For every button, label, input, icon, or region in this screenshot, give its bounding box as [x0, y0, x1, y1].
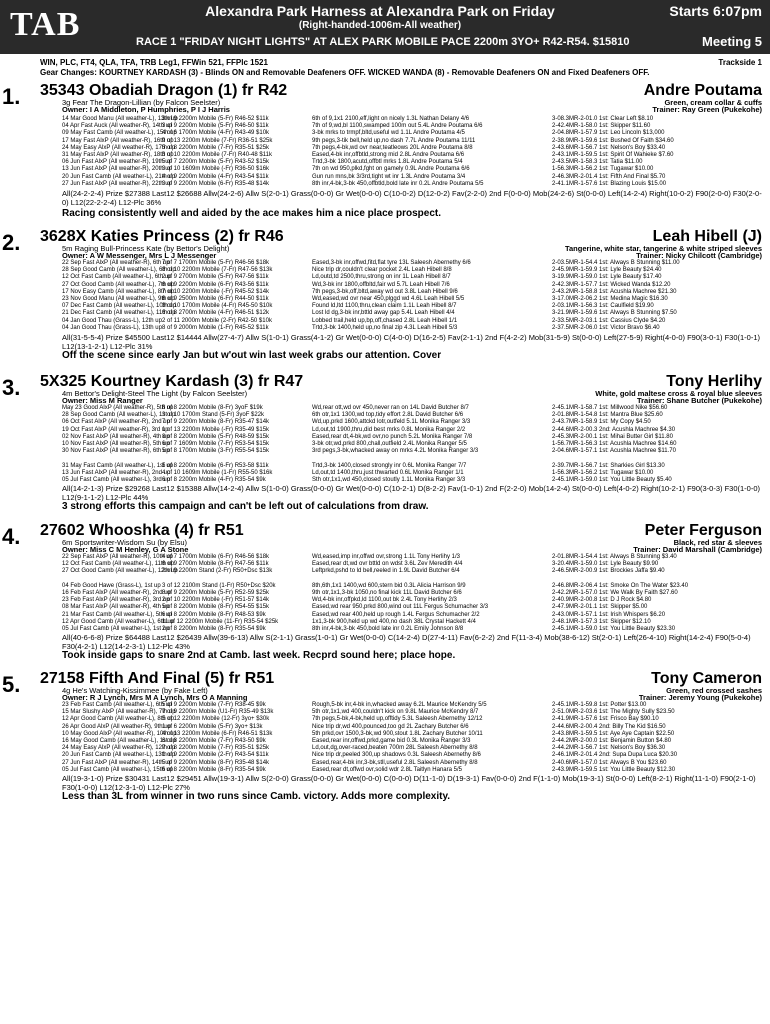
form-placing-race: 5 of 8 2200m Mobile (6-Fr) R53-58 $11k	[162, 462, 269, 469]
form-time-winner: 2-43.0MR-1-57.1 1st: Irish Whispers $6.20	[552, 611, 666, 618]
form-time-winner: 2-45.3MR-2-00.1 1st: Mihai Butter Girl $11.80	[552, 433, 673, 440]
form-date-track: 06 Jun Fast AlxP (All weather-R), 19th up	[62, 159, 172, 166]
form-run-comment: Wd,up,prkd 1600,attckd lotr,outfeld 5.1L Monika Ranger 3/3	[312, 419, 471, 426]
form-date-track: 10 Nov Fast AlxP (All weather-R), 5th up	[62, 440, 170, 447]
form-placing-race: 4 of 9 2200m Mobile (4-Fr) R43-54 $11k	[162, 173, 269, 180]
form-placing-race: 8 of 10 2200m Mobile (7-Fr) R47-56 $13k	[162, 267, 273, 274]
form-time-winner: 3-08.3MR-2-01.0 1st: Clear Left $8.10	[552, 116, 654, 122]
form-time-winner: 2-43.6MR-1-56.7 1st: Nelson's Boy $33.40	[552, 144, 666, 151]
horse-pedigree: 4m Bettor's Delight-Steel The Light (by Falcon Seelster)	[62, 389, 248, 398]
form-time-winner: 2-42.4MR-1-58.0 1st: Skipper $11.60	[552, 123, 651, 130]
form-date-track: 05 Jul Fast Camb (All weather-L), 15th up	[62, 766, 174, 773]
form-date-track: 13 Jun Fast AlxP (All weather-R), 2nd up	[62, 469, 171, 476]
form-date-track: 28 Sep Good Camb (All weather-L), 6th up	[62, 267, 176, 274]
form-date-track: 07 Dec Fast Camb (All weather-L), 10th up	[62, 303, 177, 310]
form-date-track: 27 Oct Good Camb (All weather-L), 7th up	[62, 281, 175, 288]
form-placing-race: 6 of 9 2500m Mobile (6-Fr) R44-50 $11k	[162, 295, 269, 302]
form-time-winner: 2-45.1MR-1-59.0 1st: You Little Beauty $5.40	[552, 476, 672, 483]
form-placing-race: 2 of 11 2000m Mobile (2-Fr) R42-50 $10k	[162, 317, 272, 324]
career-statistics: All(31-5-5-4) Prize $45500 Last12 $14444 Allw(27-4-7) Allw S(1-0-1) Grass(4-1-2) Gr Wet(0-0-0) C(4-0-0) D(16-2-5) Fav(2-1-1) 2nd F(4-2-2) Mob(31-5-9) St(0-0-0) Left(27-5-9) Right(4-0-0) F90(3-0-1) F30(1-0-1) L12(13-1-2-1) L12-Plc 31%	[62, 333, 761, 351]
form-placing-race: 8 of 9 2200m Mobile (5-Fr) R52-59 $25k	[162, 589, 270, 596]
form-placing-race: 1 of 13 2200m Mobile (-Fr) R35-49 $15k	[162, 426, 270, 433]
form-run-comment: Trtd,3-bk 1400,held up,no final zip 4.3L Leah Hibell 5/3	[312, 324, 458, 331]
form-run-comment: Eased,rear,4-bk inr,3-bk,stll,useful 2.8L Saleesh Abernethy 8/8	[312, 759, 478, 766]
driver-name: Tony Herlihy	[666, 373, 762, 390]
form-date-track: 27 Oct Good Camb (All weather-L), 12th up	[62, 568, 178, 575]
form-run-comment: Eased,rear dt,wd ovr bttld on wdst 3.6L Zev Meredith 4/4	[312, 561, 463, 568]
tipster-comment: Less than 3L from winner in two runs since Camb. victory. Adds more complexity.	[62, 791, 451, 802]
form-run-comment: Ld,out,td 1400,thru,just thwarted 0.6L Monika Ranger 1/1	[312, 469, 464, 476]
form-time-winner: 2-44.6MR-2-00.3 2nd: Acushla Machree $4.30	[552, 426, 676, 433]
form-date-track: 12 Oct Fast Camb (All weather-L), 11th up	[62, 561, 175, 568]
driver-name: Andre Poutama	[643, 82, 762, 99]
form-time-winner: 2-04.6MR-1-57.1 1st: Acushla Machree $11.70	[552, 448, 676, 455]
form-date-track: 23 Nov Good Manu (All weather-L), 9th up	[62, 295, 175, 302]
racing-colours: Black, red star & sleeves	[673, 538, 762, 547]
form-placing-race: 1 of 9 2200m Mobile (2-Fr) R43-54 $11k	[162, 752, 269, 759]
form-placing-race: 5 of 9 2200m Mobile (7-Fr) R38-45 $9k	[162, 702, 266, 708]
form-time-winner: 2-41.9MR-1-57.6 1st: Frisco Bay $90.10	[552, 716, 659, 723]
form-time-winner: 3-20.4MR-1-59.0 1st: Lyle Beauty $9.90	[552, 561, 659, 568]
form-run-comment: 9th pegs,3-tik bell,held up,no dash 7.7L Andre Poutama 11/11	[312, 137, 476, 144]
form-run-comment: Ld,out,td 1900,thru,did best mrks 0.8L Monika Ranger 2/2	[312, 426, 466, 433]
form-date-track: 16 May Good Camb (All weather-L), 1st up	[62, 737, 177, 744]
form-time-winner: 2-45.9MR-1-59.9 1st: Lyle Beauty $24.40	[552, 267, 662, 274]
form-placing-race: 6 of 8 2700m Mobile (4-Fr) R46-51 $12k	[162, 310, 270, 317]
form-date-track: 17 May Fast AlxP (All weather-R), 16th up	[62, 137, 174, 144]
saddlecloth-number: 1.	[2, 84, 21, 109]
form-date-track: 19 Oct Fast AlxP (All weather-R), 3rd up	[62, 426, 169, 433]
form-placing-race: 5 of 12 2200m Mobile (12-Fr) 3yo+ $30k	[162, 716, 270, 723]
saddlecloth-number: 2.	[2, 230, 21, 255]
form-run-comment: Eased,4-bk inr,offbtld,strong mid 2.8L Andre Poutama 6/6	[312, 151, 465, 158]
form-run-comment: 9th otr,1x1,3-bk 1050,no final kick 11L David Butcher 6/6	[312, 589, 462, 596]
form-run-comment: Trtd,3-bk 1400,closed strongly inr 0.6L Monika Ranger 7/7	[312, 462, 467, 469]
form-time-winner: 2-43.8MR-1-59.5 1st: Aye Aye Captain $22.50	[552, 730, 675, 737]
form-placing-race: 2 of 9 2200m Stand (2-Fr) R50+Dsc $13k	[162, 568, 273, 575]
form-run-comment: Trtd,3-bk 1800,acutd,offbtl mrks 1.8L Andre Poutama 5/4	[312, 159, 463, 166]
form-date-track: 20 Jun Fast Camb (All weather-L), 13th up	[62, 752, 176, 759]
form-run-comment: 1x1,3-bk 900,held up wd 400,no dash 38L Crystal Hackett 4/4	[312, 618, 476, 625]
saddlecloth-number: 4.	[2, 524, 21, 549]
form-run-comment: 6th otr,1x1 1300,wd top,tidy effort 2.8L David Butcher 6/6	[312, 412, 464, 419]
form-date-track: 16 Feb Fast AlxP (All weather-R), 2nd up	[62, 589, 171, 596]
form-placing-race: 3 of 9 2200m Mobile (5-Fr) R46-52 $11k	[162, 116, 269, 122]
form-run-comment: 7th pegs,3-bk,off,bltd,away wd out 3.8L Leah Hibell 9/6	[312, 288, 458, 295]
meeting-number: Meeting 5	[702, 34, 762, 49]
career-statistics: All(40-6-6-8) Prize $64488 Last12 $26439 Allw(39-6-13) Allw S(2-1-1) Grass(1-0-1) Gr Wet(0-0-0) C(14-2-4) D(27-4-11) Fav(6-2-2) 2nd F(11-3-4) Mob(38-6-12) St(2-0-1) Left(26-4-10) Right(14-2-4) F90(5-0-4) F30(4-2-1) L12(14-2-3-1) L12-Plc 43%	[62, 633, 751, 651]
form-time-winner: 2-44.6MR-2-00.4 2nd: Billy The Kid $16.50	[552, 723, 666, 730]
form-date-track: 02 Nov Fast AlxP (All weather-R), 4th up	[62, 433, 170, 440]
form-placing-race: 5 of 8 2200m Mobile (8-Fr) R54-55 $15k	[162, 604, 270, 611]
form-run-comment: Eased,rear dt,4-bk,wd ovr,no punch 5.2L Monika Ranger 7/8	[312, 433, 473, 440]
driver-name: Leah Hibell (J)	[652, 228, 762, 245]
horse-name: 5X325 Kourtney Kardash (3) fr R47	[40, 373, 304, 390]
form-placing-race: 8 of 8 2200m Mobile (5-Fr) R48-59 $15k	[162, 433, 270, 440]
form-time-winner: 2-45.1MR-1-58.7 1st: Millwood Nike $56.60	[552, 405, 668, 411]
form-date-track: 22 Sep Fast AlxP (All weather-R), 6th up	[62, 260, 170, 266]
form-date-track: 05 Jul Fast Camb (All weather-L), 3rd up	[62, 476, 171, 483]
horse-pedigree: 3g Fear The Dragon-Lillian (by Falcon Seelster)	[62, 98, 221, 107]
form-placing-race: 5 of 7 2200m Mobile (5-Fr) R43-52 $15k	[162, 159, 270, 166]
track-info: (Right-handed-1006m-All weather)	[298, 20, 462, 31]
horse-owner: Owner: I A Middleton, P Humphries, P I J Harris	[62, 105, 230, 114]
form-time-winner: 2-51.0MR-2-03.6 1st: The Mighty Sully $23.50	[552, 709, 675, 716]
form-placing-race: 3 of 9 2200m Mobile (6-Fr) R35-48 $14k	[162, 180, 270, 187]
form-date-track: 24 May Easy AlxP (All weather-R), 12th up	[62, 745, 176, 752]
horse-owner: Owner: R J Lynch, Mrs M A Lynch, Mrs O A Manning	[62, 693, 248, 702]
form-date-track: 09 May Fast Camb (All weather-L), 15th up	[62, 130, 177, 137]
form-run-comment: 8th inr,4-bk,3-bk 450,offbtld,bold late inr 0.2L Andre Poutama 5/5	[312, 180, 484, 187]
form-date-track: 12 Apr Good Camb (All weather-L), 8th up	[62, 716, 175, 723]
form-date-track: 17 Nov Easy Camb (All weather-L), 8th up	[62, 288, 175, 295]
form-placing-race: 8 of 9 2000m Mobile (1-Fr) R45-52 $11k	[162, 324, 269, 331]
form-time-winner: 2-01.8MR-1-54.4 1st: Always B Stunning $3.40	[552, 554, 677, 560]
horse-pedigree: 4g He's Watching-Kissimmee (by Fake Left)	[62, 686, 208, 695]
form-time-winner: 2-45.1MR-1-59.8 1st: Potter $13.00	[552, 702, 647, 708]
form-time-winner: 1-56.3MR-1-56.2 1st: Tugawar $10.00	[552, 469, 654, 476]
form-time-winner: 2-39.7MR-1-56.7 1st: Sharkies Girl $13.30	[552, 462, 665, 469]
form-run-comment: Eased,3-bk inr,offwd,fitd,flat tyre 13L Saleesh Abernethy 6/6	[312, 260, 471, 266]
tipster-comment: 3 strong efforts this campaign and can't be left out of calculations from draw.	[62, 501, 429, 512]
form-date-track: 27 Jun Fast AlxP (All weather-R), 22th up	[62, 180, 172, 187]
form-run-comment: Sth otr,1x1,wd 450,closed stoutly 1.1L Monika Ranger 3/3	[312, 476, 466, 483]
form-time-winner: 2-43.2MR-1-58.8 1st: Acushla Machree $21.30	[552, 288, 677, 295]
career-statistics: All(14-2-1-3) Prize $29268 Last12 $15388 Allw(14-2-4) Allw S(1-0-0) Grass(0-0-0) Gr Wet(0-0-0) C(10-2-1) D(8-2-2) Fav(1-0-1) 2nd F(2-2-0) Mob(14-2-4) St(0-0-0) Left(4-0-2) Right(10-2-1) F90(3-0-3) F30(1-0-0) L12(9-1-1-2) L12-Plc 44%	[62, 484, 761, 502]
form-run-comment: Found ld,ltd 1100,thru,clean claim 1.1L Leah Hibell 8/7	[312, 303, 457, 310]
form-time-winner: 2-46.5MR-2-00.9 1st: Brockies Jaffa $9.40	[552, 568, 665, 575]
form-placing-race: 7 of 9 2200m Mobile (U1-Fr) R35-49 $13k	[162, 709, 274, 716]
form-run-comment: Ld,outd,td 2500,thru,strong on inr 1L Leah Hibell 8/7	[312, 274, 451, 281]
trainer-name: Trainer: Shane Butcher (Pukekohe)	[636, 396, 762, 405]
form-run-comment: Nice trip dr,couldn't clear pocket 2.4L Leah Hibell 8/8	[312, 267, 452, 274]
form-time-winner: 2-42.3MR-1-57.7 1st: Wicked Wanda $12.20	[552, 281, 671, 288]
form-run-comment: Gun run mns,bk 3/3rd,tight wt inr 1.3L Andre Poutama 3/4	[312, 173, 466, 180]
form-placing-race: 5 of 9 2200m Mobile (8-Fr) R35-48 $14k	[162, 759, 270, 766]
driver-name: Peter Ferguson	[644, 522, 762, 539]
form-run-comment: Eased,rear inr,offwd,prkd,game bid 0.3L Monika Ranger 3/3	[312, 737, 471, 744]
form-run-comment: Ld,out,dg,over-raced,beaten 700m 28L Saleesh Abernethy 8/8	[312, 745, 478, 752]
horse-pedigree: 5m Raging Bull-Princess Kate (by Bettor's Delight)	[62, 244, 230, 253]
form-placing-race: 6 of 9 2700m Mobile (8-Fr) R47-56 $11k	[162, 561, 269, 568]
form-placing-race: 6 of 8 2200m Mobile (4-Fr) R35-54 $9k	[162, 476, 266, 483]
form-run-comment: Lobbed trail,held up,bp,off,chased 2.8L Leah Hibell 1/1	[312, 317, 458, 324]
form-placing-race: 1 of 6 2200m Mobile (5-Fr) 3yo+ $13k	[162, 723, 263, 730]
form-run-comment: Leftprkd,pshd to ld bell,reeled in 1.9L David Butcher 6/4	[312, 568, 460, 575]
form-run-comment: 5th otr,1x1,wd 400,couldn't kick on 9.8L Maurice McKendry 8/7	[312, 709, 479, 716]
form-date-track: 12 Apr Good Camb (All weather-L), 6th up	[62, 618, 175, 625]
form-time-winner: 2-40.9MR-2-00.8 1st: D J Rock $4.80	[552, 597, 652, 604]
tipster-comment: Took inside gaps to snare 2nd at Camb. last week. Recprd sound here; place hope.	[62, 650, 456, 661]
form-placing-race: 7 of 9 2200m Mobile (8-Fr) R35-47 $14k	[162, 419, 270, 426]
trainer-name: Trainer: Ray Green (Pukekohe)	[652, 105, 762, 114]
form-placing-race: 5 of 8 1700m Mobile (3-Fr) R55-54 $15k	[162, 448, 270, 455]
form-date-track: 04 Apr Fast Auck (All weather-R), 14th up	[62, 123, 173, 130]
form-date-track: 05 Jul Fast Camb (All weather-L), 1st up	[62, 625, 170, 632]
saddlecloth-number: 3.	[2, 375, 21, 400]
form-date-track: 22 Sep Fast AlxP (All weather-R), 10th up	[62, 554, 173, 560]
form-time-winner: 2-46.3MR-2-01.4 1st: Fifth And Final $5.70	[552, 173, 666, 180]
tab-logo: TAB	[10, 6, 81, 43]
form-run-comment: 3rd pegs,3-bk,whacked away on mrks 4.2L Monika Ranger 3/3	[312, 448, 479, 455]
form-date-track: 14 Mar Good Manu (All weather-L), 13th up	[62, 116, 178, 122]
racing-colours: Tangerine, white star, tangerine & white striped sleeves	[564, 244, 762, 253]
form-run-comment: Wd,rear ott,wd ovr 450,never ran on 14L David Butcher 8/7	[312, 405, 469, 411]
form-placing-race: 8 of 8 2200m Mobile (8-Fr) 3yoF $19k	[162, 405, 263, 411]
trainer-name: Trainer: Jeremy Young (Pukekohe)	[638, 693, 762, 702]
horse-name: 3628X Katies Princess (2) fr R46	[40, 228, 284, 245]
form-placing-race: 6 of 8 2200m Mobile (8-Fr) R48-53 $9k	[162, 611, 266, 618]
horse-owner: Owner: Miss C M Henley, G A Stone	[62, 545, 189, 554]
form-date-track: 24 May Easy AlxP (All weather-R), 17th up	[62, 144, 176, 151]
form-placing-race: 3 of 10 1609m Mobile (-Fr) R36-50 $16k	[162, 166, 270, 173]
form-time-winner: 2-46.1MR-2-01.4 2nd: Supa Dupa Luca $20.30	[552, 752, 678, 759]
form-placing-race: 4 of 10 1609m Mobile (1-Fr) R55-50 $16k	[162, 469, 273, 476]
form-date-track: 21 Dec Fast Camb (All weather-L), 11th up	[62, 310, 176, 317]
form-date-track: 08 Mar Fast AlxP (All weather-R), 4th up	[62, 604, 170, 611]
form-time-winner: 1-56.3MR-1-56.2 1st: Tugawar $10.00	[552, 166, 654, 173]
form-date-track: 13 Jun Fast AlxP (All weather-R), 20th up	[62, 166, 172, 173]
form-date-track: 27 Jun Fast AlxP (All weather-R), 14th up	[62, 759, 172, 766]
racing-colours: White, gold maltese cross & royal blue sleeves	[595, 389, 762, 398]
horse-name: 27602 Whooshka (4) fr R51	[40, 522, 244, 539]
form-time-winner: 2-37.5MR-2-06.0 1st: Victor Bravo $6.40	[552, 324, 660, 331]
form-time-winner: 2-40.6MR-1-57.0 1st: Always B You $23.60	[552, 759, 667, 766]
form-placing-race: 3 of 10 2200m Mobile (7-Fr) R40-48 $11k	[162, 151, 272, 158]
form-run-comment: Lost ld dg,3-bk inr,bttld away gap 5.4L Leah Hibell 4/4	[312, 310, 455, 317]
form-placing-race: 6 of 7 1609m Mobile (7-Fr) R53-54 $15k	[162, 440, 270, 447]
racing-colours: Green, red crossed sashes	[666, 686, 762, 695]
form-placing-race: 2 of 9 2700m Mobile (5-Fr) R47-56 $11k	[162, 274, 269, 281]
form-run-comment: Wd,eased,wd ovr near 450,plggd wd 4.6L Leah Hibell 5/5	[312, 295, 465, 302]
form-time-winner: 2-43.9MR-1-59.5 1st: You Little Beauty $12.30	[552, 766, 676, 773]
form-placing-race: 6 of 8 2200m Mobile (7-Fr) R43-50 $9k	[162, 737, 266, 744]
horse-pedigree: 6m Sportswriter-Wisdom Su (by Elsu)	[62, 538, 188, 547]
race-title: RACE 1 "FRIDAY NIGHT LIGHTS" AT ALEX PARK MOBILE PACE 2200m 3YO+ R42-R54. $15810	[136, 36, 630, 48]
form-placing-race: 6 of 9 2200m Mobile (6-Fr) R43-56 $11k	[162, 281, 269, 288]
form-date-track: 31 May Fast Camb (All weather-L), 1st up	[62, 462, 174, 469]
form-date-track: 21 Mar Fast Camb (All weather-L), 5th up	[62, 611, 173, 618]
form-placing-race: 4 of 7 1700m Mobile (6-Fr) R46-56 $18k	[162, 554, 270, 560]
form-placing-race: 2 of 10 2200m Mobile (-Fr) R51-57 $14k	[162, 597, 270, 604]
form-date-track: 04 Jan Good Thau (Grass-L), 13th up	[62, 324, 162, 331]
driver-name: Tony Cameron	[651, 670, 762, 687]
form-placing-race: 7 of 8 2200m Mobile (7-Fr) R35-51 $25k	[162, 745, 270, 752]
form-time-winner: 2-41.1MR-1-57.6 1st: Blazing Louis $15.00	[552, 180, 667, 187]
form-date-track: 30 Nov Fast AlxP (All weather-R), 6th up	[62, 448, 170, 455]
horse-name: 27158 Fifth And Final (5) fr R51	[40, 670, 275, 687]
form-time-winner: 2-03.1MR-1-56.3 1st: Caulfield $19.90	[552, 303, 654, 310]
form-time-winner: 2-38.9MR-1-59.6 1st: Bushed Of Faith $34.60	[552, 137, 674, 144]
horse-name: 35343 Obadiah Dragon (1) fr R42	[40, 82, 288, 99]
form-time-winner: 1-56.7MR-1-56.3 1st: Acushla Machree $14.60	[552, 440, 677, 447]
tipster-comment: Racing consistently well and aided by the ace makes him a nice place prospect.	[62, 208, 442, 219]
form-run-comment: 7th of 9,wd,bl 1100,swamped 100m out 5.4L Andre Poutama 6/6	[312, 123, 483, 130]
form-time-winner: 2-45.1MR-1-59.0 1st: You Little Beauty $23.30	[552, 625, 676, 632]
form-placing-race: 6 of 8 2200m Mobile (8-Fr) R35-54 $9k	[162, 766, 266, 773]
form-date-track: 23 Feb Fast AlxP (All weather-R), 3rd up	[62, 597, 170, 604]
form-date-track: 12 Oct Fast Camb (All weather-L), 6th up	[62, 274, 172, 281]
form-placing-race: 11 of 12 2200m Mobile (11-Fr) R35-54 $25k	[162, 618, 279, 625]
form-run-comment: 8th inr,4-bk,3-bk 450,bold late inr 0.2L Emily Johnson 8/8	[312, 625, 464, 632]
form-run-comment: Wd,4-bk inr,offpkd,ld 1100,out bk 2.4L Tony Herlihy 2/3	[312, 597, 457, 604]
form-date-track: 23 Feb Fast Camb (All weather-L), 6th up	[62, 702, 173, 708]
form-run-comment: 6th of 9,1x1 2100,eff,light on nicely 1.3L Nathan Delany 4/6	[312, 116, 470, 122]
tipster-comment: Off the scene since early Jan but w'out win last week grabs our attention. Cover	[62, 350, 442, 361]
form-time-winner: 2-01.8MR-1-54.8 1st: Mantra Blue $25.60	[552, 412, 663, 419]
race-header	[0, 0, 770, 54]
horse-owner: Owner: Miss M Ranger	[62, 396, 143, 405]
form-run-comment: Rough,5-bk inr,4-bk in,whacked away 6.2L Maurice McKendry 5/5	[312, 702, 487, 708]
start-time: Starts 6:07pm	[669, 3, 762, 19]
form-placing-race: 3 of 9 2200m Mobile (5-Fr) R46-50 $11k	[162, 123, 269, 130]
form-run-comment: Nice trip dr,peeled 300,up shadows 0.3L Saleesh Abernethy 8/6	[312, 752, 481, 759]
form-placing-race: 9 of 13 2200m Mobile (7-Fr) R36-51 $25k	[162, 137, 273, 144]
form-date-track: 31 May Fast AlxP (All weather-R), 18th up	[62, 151, 174, 158]
form-time-winner: 2-43.5MR-1-58.3 1st: Tatia $11.00	[552, 159, 643, 166]
form-date-track: 28 Sep Good Camb (All weather-L), 1st up	[62, 412, 176, 419]
form-time-winner: 2-04.8MR-1-57.9 1st: Leo Lincoln $13,000	[552, 130, 665, 137]
form-placing-race: 7 of 7 1700m Mobile (5-Fr) R46-56 $18k	[162, 260, 270, 266]
form-run-comment: 7th pegs,4-bk,wd ovr near,teatleows 20L Andre Poutama 8/8	[312, 144, 473, 151]
form-date-track: 26 Apr Good AlxP (All weather-R), 9th up	[62, 723, 171, 730]
form-date-track: 20 Jun Fast Camb (All weather-L), 21th up	[62, 173, 176, 180]
form-run-comment: 5th prkd,ovr 1500,3-bk,wd 900,stout 1.8L Zachary Butcher 10/11	[312, 730, 483, 737]
form-time-winner: 2-44.2MR-2-00.0 1st: Benjamin Button $4.80	[552, 737, 672, 744]
form-date-track: 04 Jan Good Thau (Grass-L), 12th up	[62, 317, 162, 324]
form-time-winner: 2-03.5MR-1-54.4 1st: Always B Stunning $11.00	[552, 260, 680, 266]
form-time-winner: 3-17.0MR-2-06.2 1st: Medina Magic $16.30	[552, 295, 668, 302]
racing-colours: Green, cream collar & cuffs	[664, 98, 762, 107]
form-placing-race: 4 of 6 1700m Mobile (4-Fr) R43-49 $10k	[162, 130, 270, 137]
form-date-track: 15 Mar Slushy AlxP (All weather-R), 7th up	[62, 709, 176, 716]
form-date-track: May 23 Good AlxP (All weather-R), 5th up	[62, 405, 174, 411]
saddlecloth-number: 5.	[2, 672, 21, 697]
form-placing-race: 3 of 10 1700m Stand (5-Fr) 3yoF $22k	[162, 412, 265, 419]
trackside-channel: Trackside 1	[718, 58, 762, 67]
form-run-comment: 8th,6th,1x1 1400,wd 600,stern bid 0.3L Alicia Harrison 9/9	[312, 582, 466, 589]
form-run-comment: Nice trip dr,wd 400,pounced,too gd 2L Zachary Butcher 6/6	[312, 723, 469, 730]
form-placing-race: 5 of 8 2200m Mobile (7-Fr) R35-51 $25k	[162, 144, 270, 151]
horse-owner: Owner: A W Messenger, Mrs L J Messenger	[62, 251, 217, 260]
form-time-winner: 2-47.9MR-2-01.1 1st: Skipper $5.00	[552, 604, 648, 611]
form-time-winner: 2-46.8MR-2-06.4 1st: Smoke On The Water $23.40	[552, 582, 689, 589]
form-time-winner: 2-48.1MR-1-57.3 1st: Skipper $12.10	[552, 618, 651, 625]
bet-types: WIN, PLC, FT4, QLA, TFA, TRB Leg1, FFWin 521, FFPlc 1521	[40, 58, 268, 67]
gear-changes: Gear Changes: KOURTNEY KARDASH (3) - Blinds ON and Removable Deafeners OFF. WICKED WANDA (8) - Removable Deafeners ON and Fixed Deafeners OFF.	[40, 68, 650, 77]
form-placing-race: 7 of 10 2200m Mobile (-Fr) R45-52 $14k	[162, 288, 270, 295]
form-time-winner: 2-43.1MR-1-59.5 1st: Spirit Of Wahieke $7.60	[552, 151, 674, 158]
trainer-name: Trainer: Nicky Chilcott (Cambridge)	[636, 251, 762, 260]
form-placing-race: 2 of 8 2200m Mobile (8-Fr) R35-54 $9k	[162, 625, 266, 632]
form-run-comment: 7th on wd 950,plkd,fght on gamely 0.9L Andre Poutama 6/6	[312, 166, 470, 173]
form-date-track: 04 Feb Good Hawe (Grass-L), 1st up	[62, 582, 161, 589]
form-date-track: 10 May Good AlxP (All weather-R), 10th up	[62, 730, 177, 737]
form-placing-race: 4 of 13 2200m Mobile (6-Fr) R46-51 $13k	[162, 730, 273, 737]
form-run-comment: Eased,wd rear 950,prkd 800,wind out 11L Fergus Schumacher 3/3	[312, 604, 489, 611]
form-run-comment: Eased,wd rear 400,held up rough 1.4L Fergus Schumacher 2/2	[312, 611, 480, 618]
form-time-winner: 3-19.9MR-1-59.0 1st: Lyle Beauty $17.40	[552, 274, 662, 281]
form-run-comment: Wd,eased,imp inr,offwd ovr,strong 1.1L Tony Herlihy 1/3	[312, 554, 460, 560]
career-statistics: All(19-3-1-0) Prize $30431 Last12 $29451 Allw(19-3-1) Allw S(2-0-0) Grass(0-0-0) Gr Wet(0-0-0) C(0-0-0) D(11-1-0) D(19-3-1) Fav(0-0-0) 2nd F(1-1-0) Mob(19-3-1) St(0-0-0) Left(8-2-1) Right(11-1-0) F90(2-1-0) F30(1-0-0) L12(12-3-1-0) L12-Plc 27%	[62, 774, 756, 792]
form-time-winner: 2-33.5MR-2-03.1 1st: Cassius Clyde $4.20	[552, 317, 666, 324]
meeting-title: Alexandra Park Harness at Alexandra Park on Friday	[205, 3, 555, 19]
career-statistics: All(24-2-2-4) Prize $27388 Last12 $26688 Allw(24-2-6) Allw S(2-0-1) Grass(0-0-0) Gr Wet(0-0-0) C(10-0-2) D(12-0-2) Fav(2-2-0) 2nd F(0-0-0) Mob(24-2-6) St(0-0-0) Left(14-2-4) Right(10-0-2) F90(2-0-0) F30(2-0-0) L12(22-2-2-4) L12-Plc 36%	[62, 189, 762, 207]
form-time-winner: 2-43.7MR-1-58.9 1st: My Copy $4.50	[552, 419, 651, 426]
form-run-comment: Wd,3-bk inr 1800,offbltd,fair wd 5.7L Leah Hibell 7/6	[312, 281, 450, 288]
form-time-winner: 3-21.9MR-1-59.6 1st: Always B Stunning $7.50	[552, 310, 677, 317]
form-date-track: 06 Oct Fast AlxP (All weather-R), 2nd up	[62, 419, 170, 426]
form-time-winner: 2-42.2MR-1-57.0 1st: We Walk By Faith $27.60	[552, 589, 678, 596]
trainer-name: Trainer: David Marshall (Cambridge)	[633, 545, 762, 554]
form-placing-race: 3 of 10 1700m Mobile (4-Fr) R45-50 $10k	[162, 303, 273, 310]
form-run-comment: 7th pegs,5-bk,4-bk,held up,offtidy 5.3L Saleesh Abernethy 12/12	[312, 716, 483, 723]
form-run-comment: 3-bk otr,wd,prkd 800,chall,outfield 2.4L Monika Ranger 5/5	[312, 440, 467, 447]
form-time-winner: 2-44.2MR-1-56.7 1st: Nelson's Boy $36.30	[552, 745, 666, 752]
form-placing-race: 3 of 12 2100m Stand (1-Fr) R50+Dsc $20k	[162, 582, 276, 589]
form-run-comment: 3-bk mrks to trmpf,bltd,useful wd 1.1L Andre Poutama 4/5	[312, 130, 465, 137]
form-run-comment: Eased,rear dt,offwd ovr,solid wdr 2.8L Taitlyn Hanara 5/5	[312, 766, 462, 773]
